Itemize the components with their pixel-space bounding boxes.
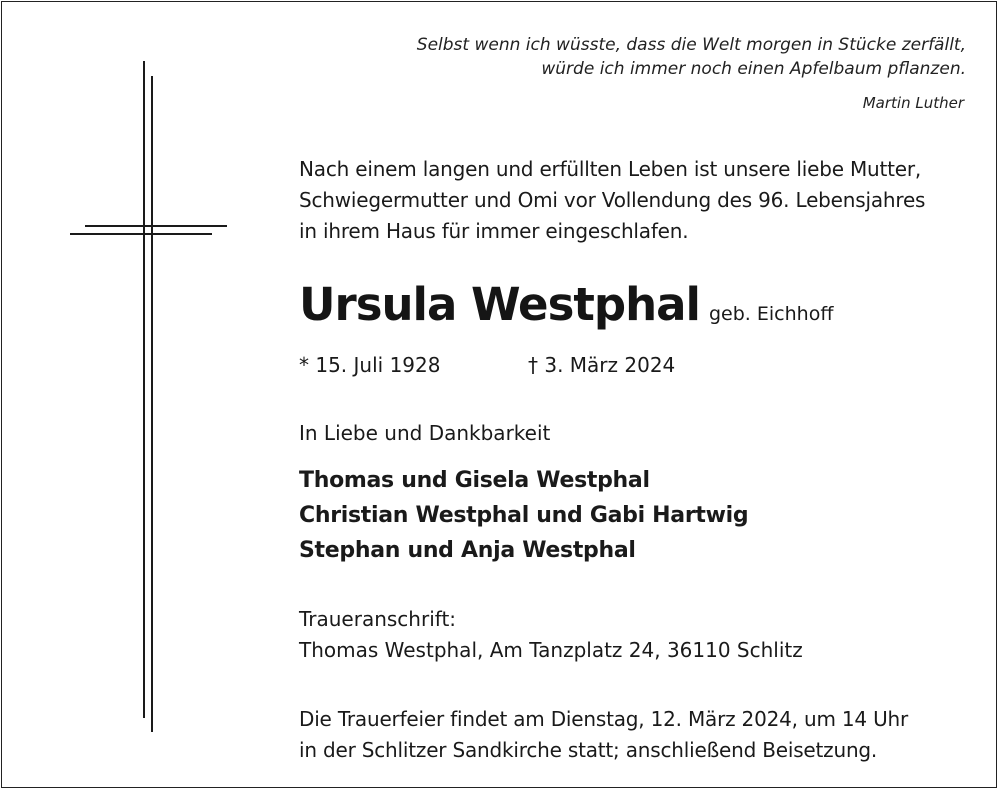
quote [417, 33, 966, 81]
intro-line: in ihrem Haus für immer eingeschlafen. [299, 219, 689, 243]
mourning-address [299, 604, 803, 666]
cross-horizontal-line [70, 233, 212, 235]
family-member: Christian Westphal und Gabi Hartwig [299, 503, 749, 528]
family-member: Stephan und Anja Westphal [299, 538, 636, 563]
cross-vertical-line [143, 61, 145, 718]
death-date: † 3. März 2024 [528, 353, 676, 377]
cross-vertical-line [151, 76, 153, 732]
quote-author: Martin Luther [862, 94, 964, 112]
quote-line: Selbst wenn ich wüsste, dass die Welt morgen in Stücke zerfällt, [416, 35, 966, 55]
life-dates [299, 353, 676, 377]
ceremony-line: Die Trauerfeier findet am Dienstag, 12. März 2024, um 14 Uhr [299, 707, 909, 731]
address-value: Thomas Westphal, Am Tanzplatz 24, 36110 Schlitz [299, 638, 803, 662]
deceased-name-row [299, 278, 833, 331]
birth-date: * 15. Juli 1928 [299, 353, 441, 377]
intro-line: Nach einem langen und erfüllten Leben ist unsere liebe Mutter, [299, 157, 922, 181]
closing-phrase: In Liebe und Dankbarkeit [299, 421, 551, 445]
cross-horizontal-line [85, 225, 227, 227]
ceremony-info [299, 704, 908, 766]
intro-text [299, 154, 979, 247]
maiden-name: geb. Eichhoff [709, 303, 834, 325]
quote-line: würde ich immer noch einen Apfelbaum pflanzen. [541, 59, 966, 79]
family-member: Thomas und Gisela Westphal [299, 468, 650, 493]
family-list [299, 463, 748, 568]
intro-line: Schwiegermutter und Omi vor Vollendung des 96. Lebensjahres [299, 188, 926, 212]
ceremony-line: in der Schlitzer Sandkirche statt; anschließend Beisetzung. [299, 738, 878, 762]
address-label: Traueranschrift: [299, 607, 457, 631]
deceased-name: Ursula Westphal [299, 278, 700, 331]
